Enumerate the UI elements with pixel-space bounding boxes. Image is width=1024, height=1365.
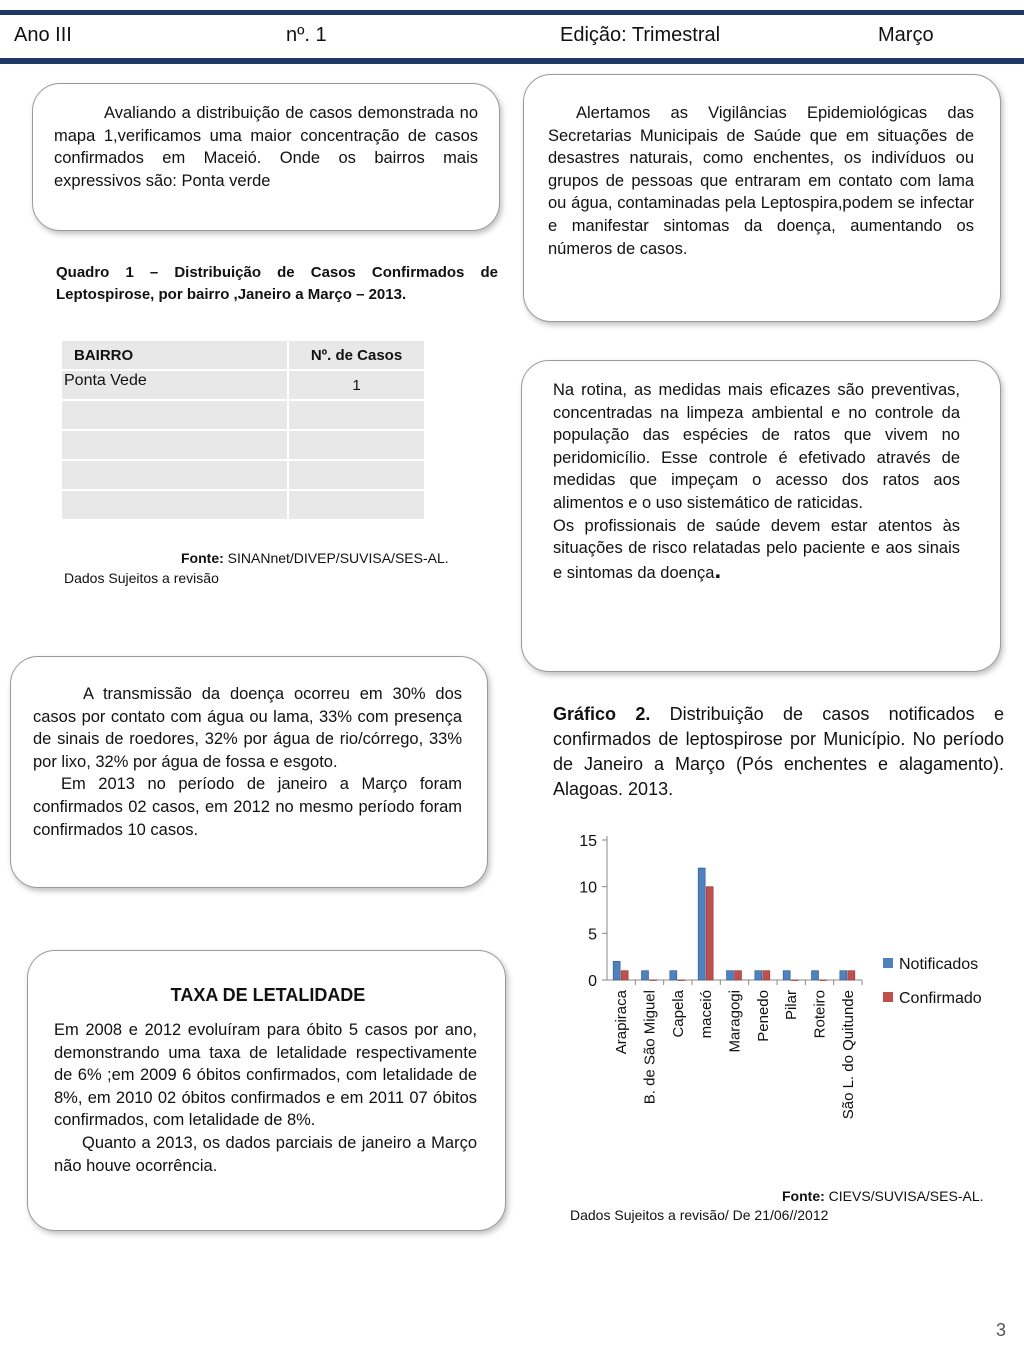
x-category-label: Arapiraca — [613, 990, 631, 1055]
chart-caption-label: Gráfico 2. — [553, 704, 651, 724]
header-month: Março — [878, 24, 934, 46]
cases-by-neighborhood-table — [60, 339, 426, 521]
page-header — [0, 18, 1024, 54]
x-category-label: Penedo — [754, 990, 772, 1042]
header-number: nº. 1 — [286, 24, 327, 46]
x-category-label: Roteiro — [811, 990, 829, 1039]
bar-confirmado-2 — [678, 980, 685, 981]
y-tick-label: 15 — [579, 833, 597, 850]
cell-bairro — [61, 400, 288, 430]
bar-confirmado-7 — [820, 980, 827, 981]
bar-confirmado-4 — [735, 971, 742, 980]
prevention-paragraph-2-text: Os profissionais de saúde devem estar atentos às situações de risco relatadas pelo paciente e aos sinais e sintomas da doença — [553, 516, 960, 582]
y-tick-label: 0 — [588, 973, 597, 990]
cell-casos: 1 — [288, 370, 425, 400]
bar-confirmado-1 — [650, 980, 657, 981]
transmission-paragraph-2: Em 2013 no período de janeiro a Março foram confirmados 02 casos, em 2012 no mesmo período foram confirmados 10 casos. — [33, 775, 462, 839]
chart-note: Dados Sujeitos a revisão/ De 21/06//2012 — [570, 1207, 829, 1223]
prevention-text — [553, 379, 960, 584]
cell-bairro — [61, 460, 288, 490]
legend-label-confirmado: Confirmado — [899, 990, 982, 1007]
bar-notificados-3 — [698, 868, 705, 980]
bar-notificados-4 — [727, 971, 734, 980]
chart-source — [782, 1188, 984, 1204]
lethality-text — [54, 1019, 477, 1177]
bar-confirmado-0 — [621, 971, 628, 980]
lethality-paragraph-1: Em 2008 e 2012 evoluíram para óbito 5 casos por ano, demonstrando uma taxa de letalidade respectivamente de 6% ;em 2009 6 óbitos confirmados, com letalidade de 8%, em 2010 02 óbitos confirmados e em 2011 07 óbitos confirmados, com letalidade de 8%. — [54, 1021, 477, 1130]
distribution-text — [54, 102, 478, 192]
bar-notificados-6 — [783, 971, 790, 980]
bar-confirmado-5 — [763, 971, 770, 980]
legend-swatch-confirmado — [883, 992, 893, 1002]
legend-swatch-notificados — [883, 958, 893, 968]
x-category-label: Pilar — [783, 990, 801, 1021]
x-category-label: Maragogi — [726, 990, 744, 1053]
x-category-label: Capela — [669, 990, 687, 1038]
bar-chart-cases-by-municipality — [540, 820, 1024, 1150]
bar-notificados-2 — [670, 971, 677, 980]
prevention-paragraph-1: Na rotina, as medidas mais eficazes são preventivas, concentradas na limpeza ambiental e no controle da população das espécies de ratos que vivem no peridomicílio. Esse controle é efetivado através de medidas que impeçam o acesso dos ratos aos alimentos e o uso sistemático de raticidas. — [553, 381, 960, 512]
bar-confirmado-3 — [706, 887, 713, 980]
cell-casos — [288, 460, 425, 490]
table-source-label: Fonte: — [181, 550, 224, 566]
prevention-paragraph-2 — [553, 515, 960, 585]
cell-bairro: Ponta Vede — [61, 370, 288, 400]
cell-bairro — [61, 490, 288, 520]
header-top-line — [0, 10, 1024, 15]
x-category-label: B. de São Miguel — [641, 990, 659, 1105]
bar-notificados-7 — [812, 971, 819, 980]
transmission-text — [33, 683, 462, 841]
header-bairro: BAIRRO — [61, 340, 288, 370]
cell-casos — [288, 430, 425, 460]
transmission-paragraph-1: A transmissão da doença ocorreu em 30% dos casos por contato com água ou lama, 33% com presença de sinais de roedores, 32% por água de rio/córrego, 33% por lixo, 32% por água de fossa e esgoto. — [33, 685, 462, 771]
x-category-label: São L. do Quitunde — [839, 990, 857, 1120]
chart-caption — [553, 702, 1004, 802]
table-row — [61, 490, 425, 520]
cell-casos — [288, 400, 425, 430]
alert-text — [548, 102, 974, 260]
lethality-paragraph-2: Quanto a 2013, os dados parciais de janeiro a Março não houve ocorrência. — [54, 1133, 477, 1175]
page-number: 3 — [996, 1320, 1007, 1340]
bar-notificados-5 — [755, 971, 762, 980]
chart-source-label: Fonte: — [782, 1188, 825, 1204]
table-caption: Quadro 1 – Distribuição de Casos Confirmados de Leptospirose, por bairro ,Janeiro a Março – 2013. — [56, 264, 498, 303]
table-row — [61, 460, 425, 490]
table-row — [61, 430, 425, 460]
header-casos: Nº. de Casos — [288, 340, 425, 370]
header-year: Ano III — [14, 24, 72, 46]
bar-confirmado-6 — [791, 980, 798, 981]
header-bottom-line — [0, 58, 1024, 64]
y-tick-label: 10 — [579, 879, 597, 897]
chart-source-text: CIEVS/SUVISA/SES-AL. — [828, 1188, 984, 1204]
x-category-label: maceió — [698, 990, 716, 1039]
bar-notificados-8 — [840, 971, 847, 980]
distribution-paragraph: Avaliando a distribuição de casos demonstrada no mapa 1,verificamos uma maior concentração de casos confirmados em Maceió. Onde os bairros mais expressivos são: Ponta verde — [54, 104, 478, 190]
table-row — [61, 400, 425, 430]
cell-casos — [288, 490, 425, 520]
table-header-row — [61, 340, 425, 370]
lethality-title: TAXA DE LETALIDADE — [170, 985, 366, 1005]
chart-caption-text: Distribuição de casos notificados e confirmados de leptospirose por Município. No período de Janeiro a Março (Pós enchentes e alagamento). Alagoas. 2013. — [553, 704, 1005, 799]
cell-bairro — [61, 430, 288, 460]
bar-confirmado-8 — [848, 971, 855, 980]
table-note: Dados Sujeitos a revisão — [64, 570, 219, 586]
table-row — [61, 370, 425, 400]
y-tick-label: 5 — [588, 926, 597, 944]
prevention-paragraph-2-end: . — [714, 556, 722, 584]
alert-paragraph: Alertamos as Vigilâncias Epidemiológicas das Secretarias Municipais de Saúde que em situações de desastres naturais, como enchentes, os indivíduos ou grupos de pessoas que entraram em contato com lama ou água, contaminadas pela Leptospira,podem se infectar e manifestar sintomas da doença, aumentando os números de casos. — [548, 104, 974, 258]
table-source — [181, 550, 449, 566]
table-source-text: SINANnet/DIVEP/SUVISA/SES-AL. — [227, 550, 449, 566]
bar-notificados-1 — [642, 971, 649, 980]
bar-notificados-0 — [613, 961, 620, 980]
legend-label-notificados: Notificados — [899, 956, 979, 973]
header-edition: Edição: Trimestral — [560, 24, 721, 46]
